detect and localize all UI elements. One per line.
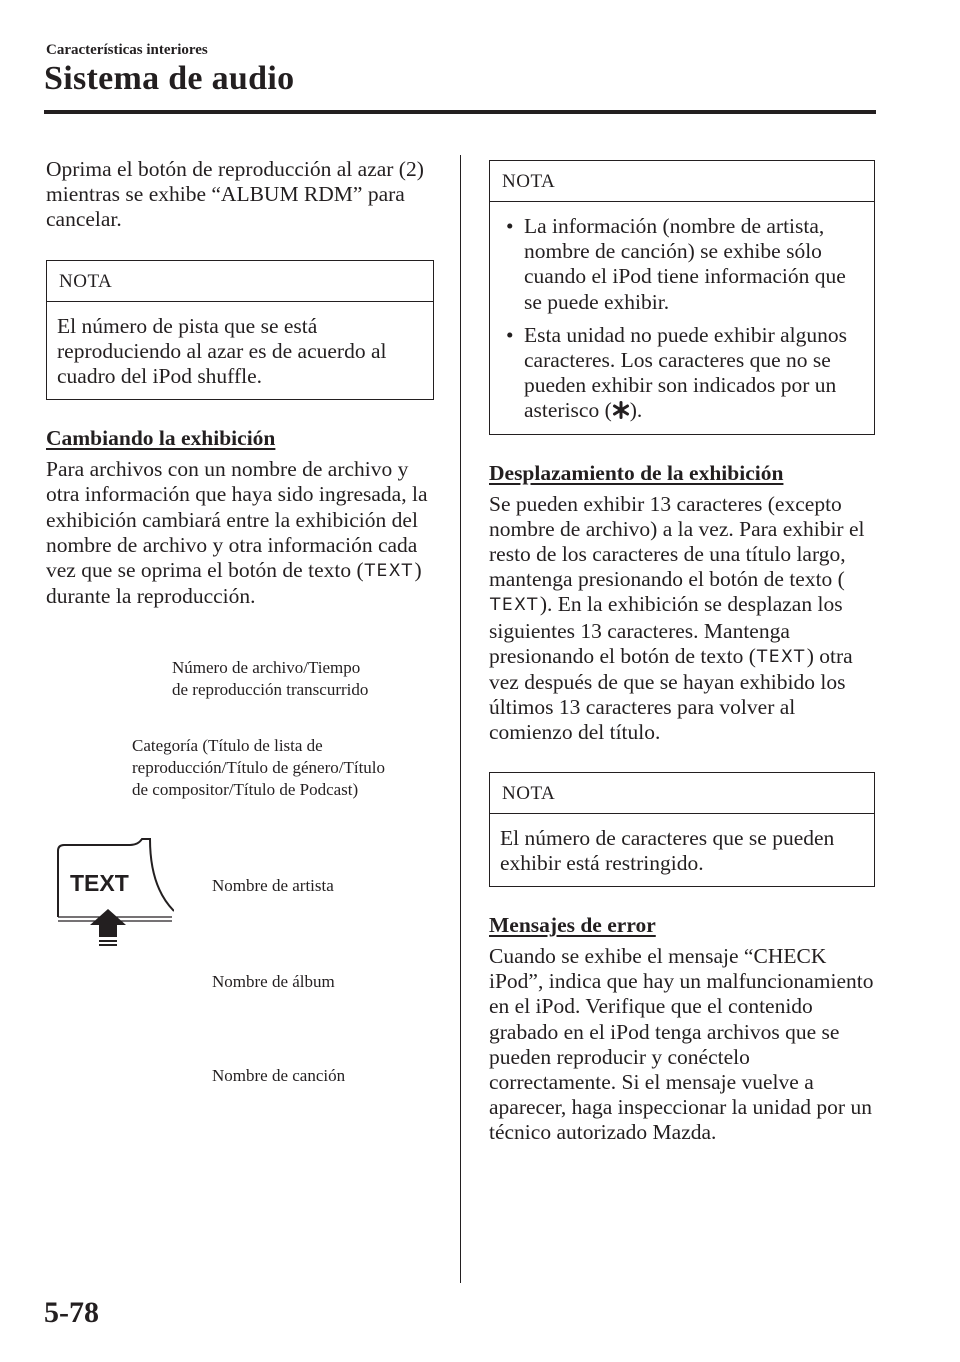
paragraph-desplazamiento xyxy=(489,492,875,746)
list-item-text: Esta unidad no puede exhibir algunos caracteres. Los caracteres que no se pueden exhibir son indicados por un asterisco ( xyxy=(524,322,848,423)
note-heading: NOTA xyxy=(47,261,433,302)
paragraph-text: ) durante la reproducción. xyxy=(46,558,422,609)
note-body xyxy=(47,302,433,400)
note-text: El número de caracteres que se pueden exhibir está restringido. xyxy=(500,825,835,875)
display-figure xyxy=(46,647,434,1117)
header-rule xyxy=(44,110,876,114)
paragraph-mensajes: Cuando se exhibe el mensaje “CHECK iPod”, indica que hay un malfuncionamiento en el iPod. Verifique que el contenido grabado en el iPod tenga archivos que se pueden reproducir y conéctelo correctamente. Si el mensaje vuelve a aparecer, haga inspeccionar la unidad por un técnico autorizado Mazda. xyxy=(489,944,874,1145)
paragraph-text: Se pueden exhibir 13 caracteres (excepto nombre de archivo) a la vez. Para exhibir el resto de los caracteres de una título largo, mantenga presionando el botón de texto ( xyxy=(489,491,865,592)
note-box-info xyxy=(489,160,875,435)
section-label: Características interiores xyxy=(46,42,208,58)
right-column xyxy=(489,152,875,1146)
note-heading: NOTA xyxy=(490,773,874,814)
note-text: El número de pista que se está reproduciendo al azar es de acuerdo al cuadro del iPod shuffle. xyxy=(57,313,387,389)
list-item-text: ). xyxy=(629,398,643,423)
note-box-shuffle xyxy=(46,260,434,401)
press-arrow-icon xyxy=(90,909,126,937)
note-list-item xyxy=(500,214,864,315)
label-text: Número de archivo/Tiempo de reproducción transcurrido xyxy=(172,658,369,700)
label-album: Nombre de álbum xyxy=(212,972,335,992)
note-list xyxy=(500,214,864,424)
text-key-label: TEXT xyxy=(364,561,414,582)
label-song: Nombre de canción xyxy=(212,1066,346,1086)
text-key-label: TEXT xyxy=(756,646,806,667)
subheading-desplazamiento: Desplazamiento de la exhibición xyxy=(489,460,784,485)
label-text: Categoría (Título de lista de reproducción/Título de género/Título de compositor/Título de Podcast) xyxy=(132,736,386,800)
paragraph-text: ) otra vez después de que se hayan exhibido los últimos 13 caracteres para volver al comienzo del título. xyxy=(489,643,853,745)
paragraph-cambiando xyxy=(46,457,434,609)
note-body xyxy=(490,814,874,886)
note-heading: NOTA xyxy=(490,161,874,202)
subheading-mensajes: Mensajes de error xyxy=(489,913,656,938)
column-divider xyxy=(460,155,461,1283)
paragraph-text: ). En la exhibición se desplazan los siguientes 13 caracteres. Mantenga presionando el botón de texto ( xyxy=(489,592,843,668)
label-file-number xyxy=(172,657,368,701)
button-label: TEXT xyxy=(70,870,129,897)
list-item-text: La información (nombre de artista, nombre de canción) se exhibe sólo cuando el iPod tiene información que se puede exhibir. xyxy=(524,214,846,314)
paragraph-text: Para archivos con un nombre de archivo y otra información que haya sido ingresada, la exhibición cambiará entre la exhibición del nombre de archivo y otra información cada vez que se oprima el botón de texto ( xyxy=(46,457,428,583)
left-column xyxy=(46,152,434,1117)
note-box-characters xyxy=(489,772,875,887)
page-title: Sistema de audio xyxy=(44,60,295,97)
text-button-illustration xyxy=(54,837,174,952)
intro-paragraph: Oprima el botón de reproducción al azar (2) mientras se exhibe “ALBUM RDM” para cancelar. xyxy=(46,157,424,232)
asterisk-icon xyxy=(612,401,630,419)
text-key-label: TEXT xyxy=(490,595,539,616)
bullet-glyph: • xyxy=(506,322,514,347)
label-category xyxy=(132,735,385,801)
subheading-cambiando: Cambiando la exhibición xyxy=(46,426,276,451)
bullet-glyph: • xyxy=(506,214,514,238)
label-artist: Nombre de artista xyxy=(212,876,334,896)
note-list-item xyxy=(500,323,864,424)
page-number: 5-78 xyxy=(44,1296,99,1329)
note-body xyxy=(490,202,874,434)
